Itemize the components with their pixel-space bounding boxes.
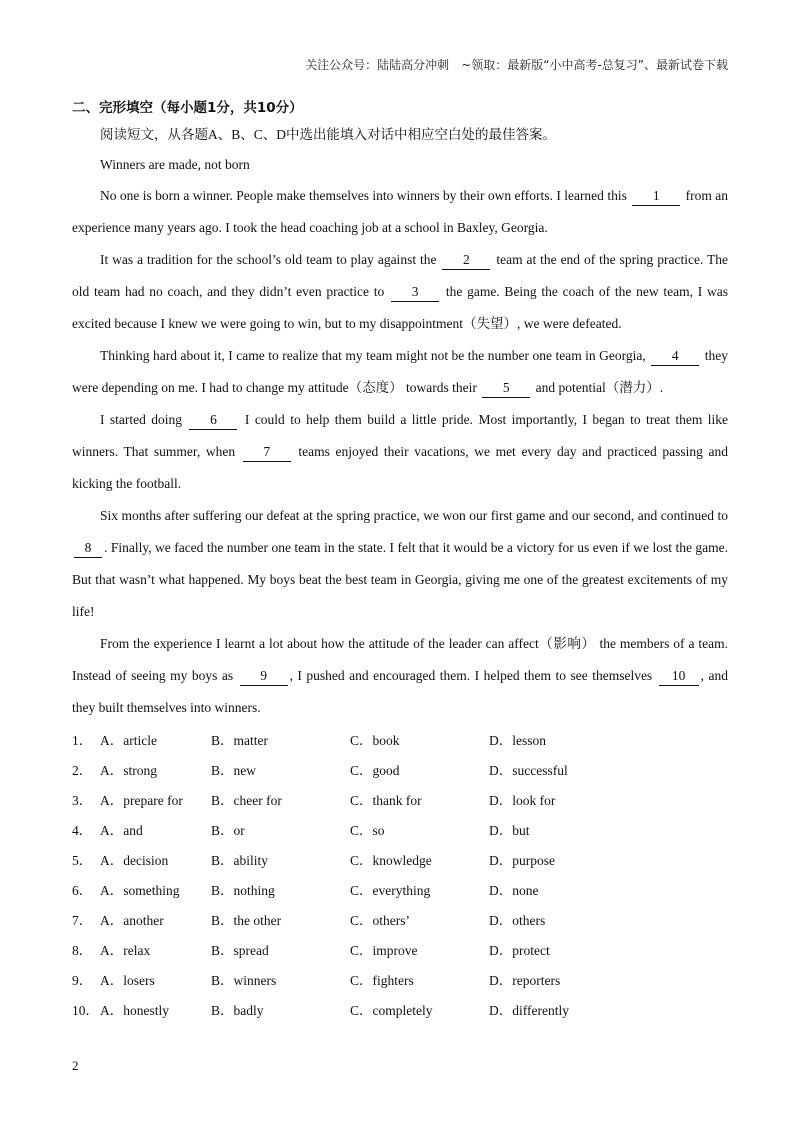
paragraph-1 (72, 180, 728, 244)
text: the game. Being the coach of the new team, I was excited because I knew we were going to win, but to my disappointment（失望）, we were defeated. (72, 284, 729, 331)
paragraph-2 (72, 244, 728, 340)
option-d[interactable]: D．others (489, 913, 546, 928)
paragraph-6 (72, 628, 728, 724)
option-c[interactable]: C．everything (350, 883, 431, 898)
option-a[interactable]: A．prepare for (100, 793, 183, 808)
question-row (72, 876, 728, 906)
option-c[interactable]: C．improve (350, 943, 418, 958)
option-d[interactable]: D．successful (489, 763, 568, 778)
paragraph-3 (72, 340, 728, 404)
option-d[interactable]: D．none (489, 883, 539, 898)
blank-7: 7 (243, 443, 291, 462)
text: team at the end of the spring practice. The old team had no coach, and they didn’t even practice to (72, 252, 728, 299)
paragraph-5 (72, 500, 728, 628)
blank-8: 8 (74, 539, 102, 558)
question-number: 9． (72, 973, 93, 988)
blank-1: 1 (632, 187, 680, 206)
options-list (72, 726, 728, 1026)
page-header: 关注公众号：陆陆高分冲刺 ~领取：最新版“小中高考-总复习”、最新试卷下载 (305, 58, 728, 72)
blank-6: 6 (189, 411, 237, 430)
question-row (72, 966, 728, 996)
section-title: 二、完形填空（每小题1分，共10分） (72, 100, 303, 116)
blank-10: 10 (659, 667, 699, 686)
option-d[interactable]: D．lesson (489, 733, 546, 748)
question-number: 5． (72, 853, 93, 868)
option-c[interactable]: C．knowledge (350, 853, 432, 868)
text: I started doing (100, 412, 183, 427)
option-a[interactable]: A．relax (100, 943, 151, 958)
blank-3: 3 (391, 283, 439, 302)
question-row (72, 846, 728, 876)
question-number: 7． (72, 913, 93, 928)
question-number: 6． (72, 883, 93, 898)
question-number: 8． (72, 943, 93, 958)
question-number: 1． (72, 733, 93, 748)
option-c[interactable]: C．others’ (350, 913, 410, 928)
text: from an experience many years ago. I took the head coaching job at a school in Baxley, Georgia. (72, 188, 729, 235)
option-b[interactable]: B．spread (211, 943, 269, 958)
option-d[interactable]: D．but (489, 823, 530, 838)
page-content (72, 96, 728, 1026)
blank-5: 5 (482, 379, 530, 398)
option-b[interactable]: B．cheer for (211, 793, 282, 808)
option-b[interactable]: B．the other (211, 913, 282, 928)
option-b[interactable]: B．matter (211, 733, 268, 748)
question-row (72, 996, 728, 1026)
question-row (72, 816, 728, 846)
option-d[interactable]: D．purpose (489, 853, 555, 868)
option-b[interactable]: B．badly (211, 1003, 264, 1018)
text: From the experience I learnt a lot about how the attitude of the leader can affect（影响） the members of a team. Instead of seeing my boys as (72, 636, 728, 683)
option-c[interactable]: C．fighters (350, 973, 414, 988)
blank-9: 9 (240, 667, 288, 686)
text: . Finally, we faced the number one team in the state. I felt that it would be a victory for us even if we lost the game. But that wasn’t what happened. My boys beat the best team in Georgia, giving me one of the greatest excitements of my life! (72, 540, 728, 619)
question-number: 2． (72, 763, 93, 778)
question-row (72, 906, 728, 936)
option-d[interactable]: D．reporters (489, 973, 561, 988)
text: Thinking hard about it, I came to realize that my team might not be the number one team in Georgia, (100, 348, 646, 363)
page-number: 2 (72, 1058, 79, 1073)
option-b[interactable]: B．or (211, 823, 245, 838)
option-c[interactable]: C．so (350, 823, 385, 838)
text: they were depending on me. I had to change my attitude（态度） towards their (72, 348, 728, 395)
option-c[interactable]: C．good (350, 763, 400, 778)
option-a[interactable]: A．article (100, 733, 157, 748)
option-d[interactable]: D．protect (489, 943, 550, 958)
option-a[interactable]: A．another (100, 913, 164, 928)
option-b[interactable]: B．ability (211, 853, 268, 868)
option-b[interactable]: B．new (211, 763, 256, 778)
option-a[interactable]: A．something (100, 883, 180, 898)
question-row (72, 756, 728, 786)
option-a[interactable]: A．strong (100, 763, 157, 778)
text: Six months after suffering our defeat at the spring practice, we won our first game and our second, and continued to (100, 508, 728, 523)
passage-title: Winners are made, not born (100, 157, 250, 172)
question-row (72, 936, 728, 966)
text: , I pushed and encouraged them. I helped them to see themselves (289, 668, 653, 683)
option-c[interactable]: C．thank for (350, 793, 422, 808)
option-c[interactable]: C．book (350, 733, 400, 748)
option-b[interactable]: B．winners (211, 973, 277, 988)
option-a[interactable]: A．losers (100, 973, 155, 988)
option-b[interactable]: B．nothing (211, 883, 275, 898)
text: , and they built themselves into winners. (72, 668, 729, 715)
option-c[interactable]: C．completely (350, 1003, 433, 1018)
blank-2: 2 (442, 251, 490, 270)
text: I could to help them build a little pride. Most importantly, I began to treat them like winners. That summer, when (72, 412, 729, 459)
text: teams enjoyed their vacations, we met every day and practiced passing and kicking the football. (72, 444, 729, 491)
question-row (72, 786, 728, 816)
paragraph-4 (72, 404, 728, 500)
text: No one is born a winner. People make themselves into winners by their own efforts. I learned this (100, 188, 627, 203)
question-number: 3． (72, 793, 93, 808)
text: It was a tradition for the school’s old team to play against the (100, 252, 437, 267)
question-number: 10． (72, 1003, 99, 1018)
option-a[interactable]: A．and (100, 823, 143, 838)
question-row (72, 726, 728, 756)
question-number: 4． (72, 823, 93, 838)
instruction: 阅读短文，从各题A、B、C、D中选出能填入对话中相应空白处的最佳答案。 (100, 127, 557, 142)
option-d[interactable]: D．differently (489, 1003, 569, 1018)
option-a[interactable]: A．honestly (100, 1003, 169, 1018)
option-a[interactable]: A．decision (100, 853, 169, 868)
option-d[interactable]: D．look for (489, 793, 556, 808)
text: and potential（潜力）. (535, 380, 664, 395)
blank-4: 4 (651, 347, 699, 366)
